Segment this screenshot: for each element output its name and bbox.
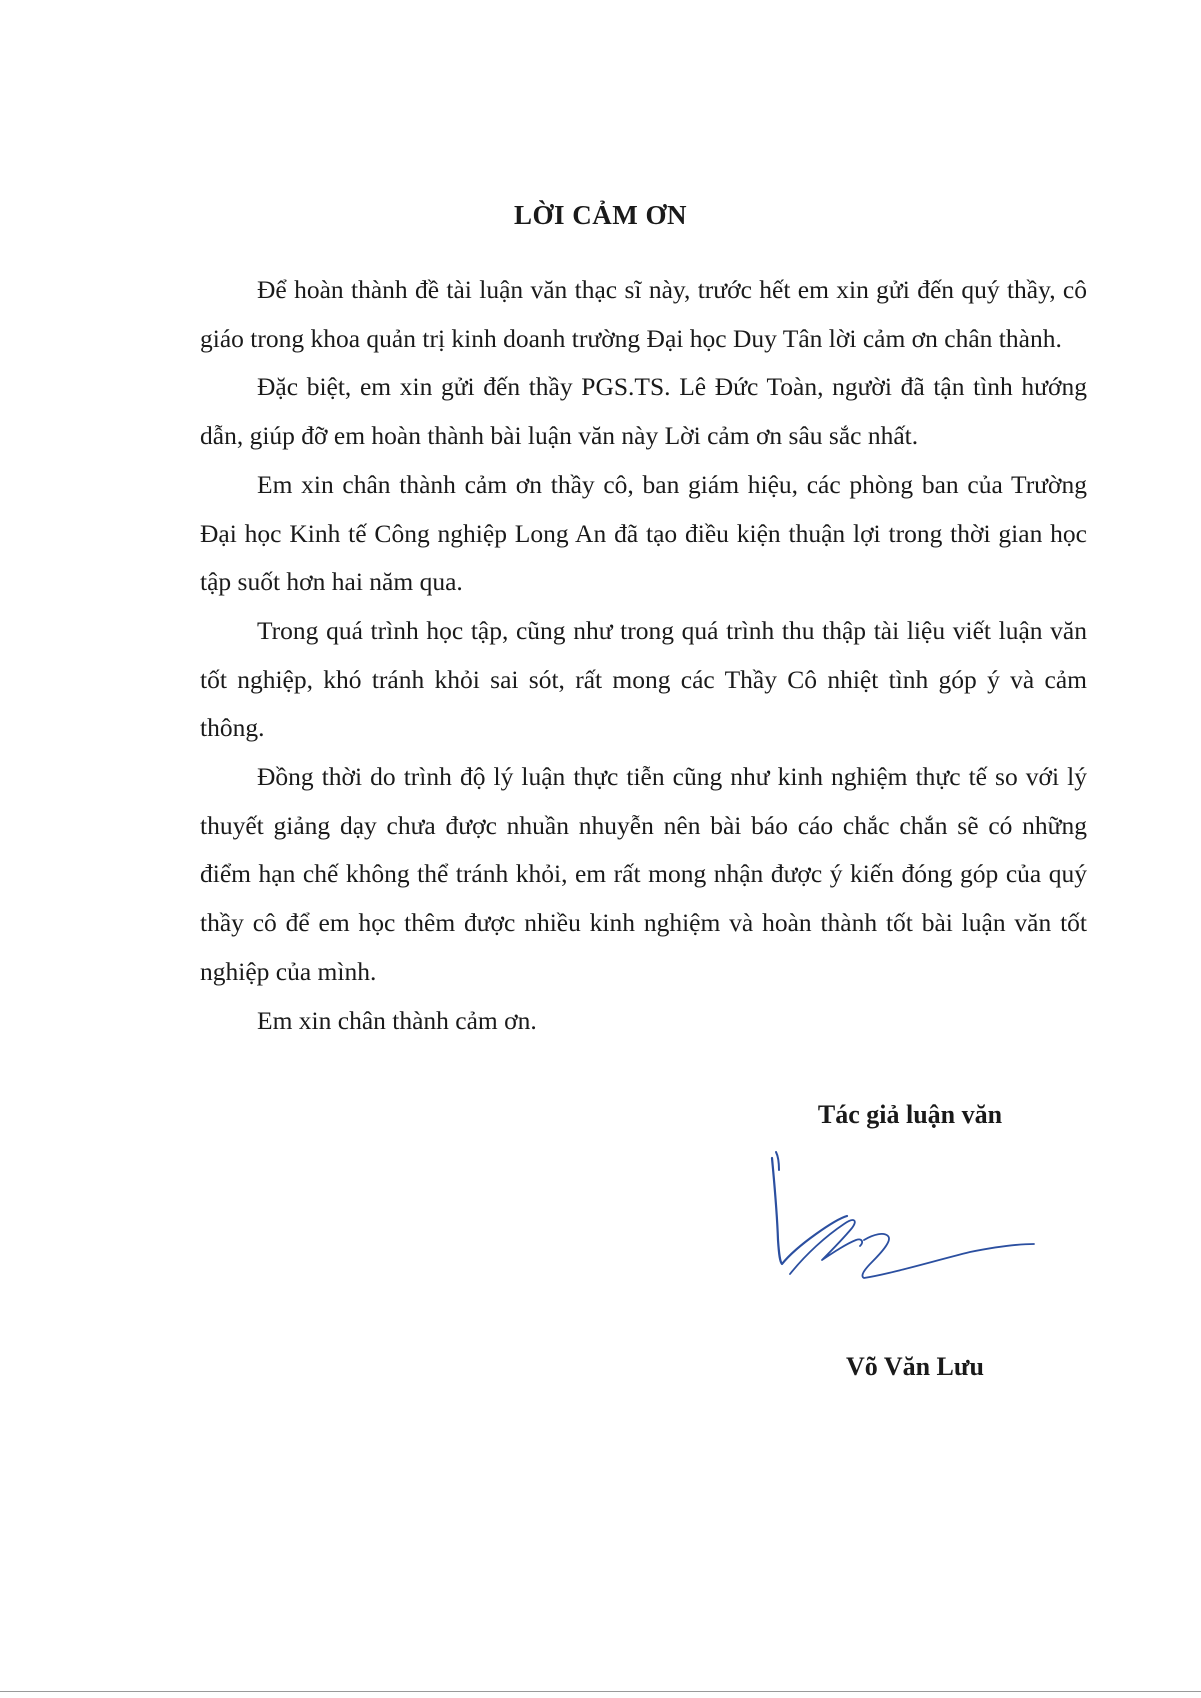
signature-stroke — [772, 1158, 847, 1264]
paragraph: Trong quá trình học tập, cũng như trong quá trình thu thập tài liệu viết luận văn tốt nghiệp, khó tránh khỏi sai sót, rất mong các Thầy Cô nhiệt tình góp ý và cảm thông. — [200, 615, 1087, 743]
paragraph: Em xin chân thành cảm ơn thầy cô, ban giám hiệu, các phòng ban của Trường Đại học Kinh tế Công nghiệp Long An đã tạo điều kiện thuận lợi trong thời gian học tập suốt hơn hai năm qua. — [200, 469, 1087, 597]
body-text — [200, 266, 1087, 1045]
signature-stroke — [776, 1152, 779, 1170]
paragraph: Để hoàn thành đề tài luận văn thạc sĩ này, trước hết em xin gửi đến quý thầy, cô giáo trong khoa quản trị kinh doanh trường Đại học Duy Tân lời cảm ơn chân thành. — [200, 275, 1087, 353]
author-role-label: Tác giả luận văn — [817, 1100, 1003, 1129]
paragraph: Em xin chân thành cảm ơn. — [257, 1005, 537, 1035]
paragraph: Đặc biệt, em xin gửi đến thầy PGS.TS. Lê Đức Toàn, người đã tận tình hướng dẫn, giúp đỡ em hoàn thành bài luận văn này Lời cảm ơn sâu sắc nhất. — [200, 372, 1087, 451]
signature-stroke — [862, 1234, 1034, 1278]
page-bottom-edge — [0, 1691, 1201, 1692]
page-title: LỜI CẢM ƠN — [514, 200, 687, 230]
paragraph: Đồng thời do trình độ lý luận thực tiễn cũng như kinh nghiệm thực tế so với lý thuyết giảng dạy chưa được nhuần nhuyễn nên bài báo cáo chắc chắn sẽ có những điểm hạn chế không thể tránh khỏi, em rất mong nhận được ý kiến đóng góp của quý thầy cô để em học thêm được nhiều kinh nghiệm và hoàn thành tốt bài luận văn tốt nghiệp của mình. — [200, 762, 1087, 986]
author-name: Võ Văn Lưu — [846, 1352, 984, 1381]
handwritten-signature — [760, 1150, 1050, 1330]
